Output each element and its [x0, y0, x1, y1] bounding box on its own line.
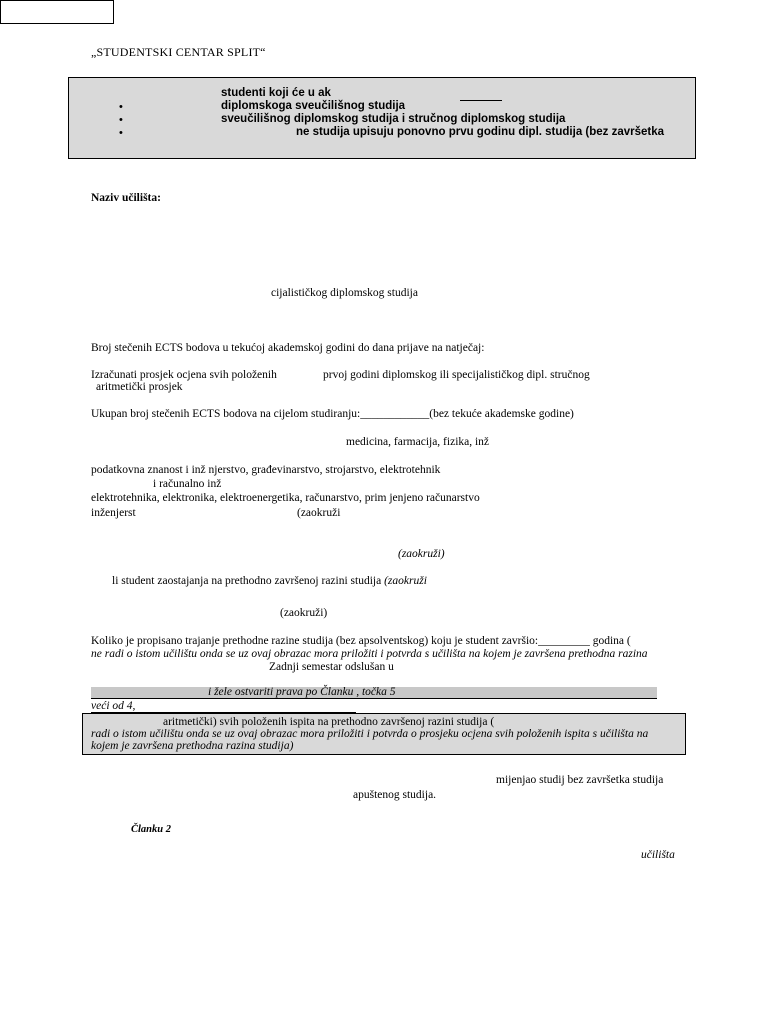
prior-duration-note: ne radi o istom učilištu onda se uz ovaj obrazac mora priložiti i potvrda s učilišta na kojem je završena prethodna razina [91, 648, 648, 660]
average-grade-box [82, 713, 686, 755]
avg-grade-label-b: prvoj godini diplomskog ili specijalističkog dipl. stručnog [323, 369, 590, 381]
specialist-study-label: cijalističkog diplomskog studija [271, 287, 418, 299]
bullet-icon: • [119, 114, 123, 126]
changed-study-label: mijenjao studij bez završetka studija [496, 774, 664, 786]
avg-box-line-2: radi o istom učilištu onda se uz ovaj obrazac mora priložiti i potvrda o prosjeku ocjena svih položenih ispita s učilišta na [91, 728, 649, 740]
article-2-label: Članku 2 [131, 824, 171, 835]
ects-total-label: Ukupan broj stečenih ECTS bodova na cijelom studiranju:____________(bez tekuće akademske godine) [91, 408, 574, 420]
bullet-icon: • [119, 101, 123, 113]
notice-line-intro: studenti koji će u ak [221, 87, 331, 99]
avg-box-line-3: kojem je završena prethodna razina studija) [91, 740, 294, 752]
circle-instruction-1: (zaokruži) [398, 548, 445, 560]
bullet-icon: • [119, 127, 123, 139]
fields-line-4: elektrotehnika, elektronika, elektroenergetika, računarstvo, prim jenjeno računarstvo [91, 492, 480, 504]
notice-bullet-2: sveučilišnog diplomskog studija i stručnog diplomskog studija [221, 113, 566, 125]
fields-line-3: i računalno inž [153, 478, 222, 490]
document-header-title: „STUDENTSKI CENTAR SPLIT“ [91, 45, 266, 59]
rights-article-label: i žele ostvariti prava po Članku , točka 5 [208, 686, 396, 698]
abandoned-study-label: apuštenog studija. [353, 789, 437, 801]
student-delay-text: li student zaostajanja na prethodno završenoj razini studija [112, 575, 385, 587]
last-semester-label: Zadnji semestar odslušan u [269, 661, 394, 673]
fields-line-1: medicina, farmacija, fizika, inž [346, 436, 490, 448]
greater-than-label: veći od 4, [91, 700, 356, 713]
fields-line-2: podatkovna znanost i inž njerstvo, građevinarstvo, strojarstvo, elektrotehnik [91, 464, 441, 476]
circle-instruction-2: (zaokruži) [280, 607, 328, 619]
institution-label: Naziv učilišta: [91, 192, 161, 204]
fields-line-5a: inženjerst [91, 507, 136, 519]
avg-grade-label-a: Izračunati prosjek ocjena svih položenih [91, 369, 277, 381]
ects-current-year-label: Broj stečenih ECTS bodova u tekućoj akademskoj godini do dana prijave na natječaj: [91, 342, 485, 354]
notice-bullet-1: diplomskoga sveučilišnog studija [221, 100, 406, 112]
circle-instruction-delay: (zaokruži [384, 575, 427, 587]
institution-footer-label: učilišta [641, 849, 675, 861]
academic-year-blank [460, 88, 502, 101]
avg-grade-label-c: aritmetički prosjek [96, 381, 183, 393]
notice-bullet-3: ne studija upisuju ponovno prvu godinu dipl. studija (bez završetka [296, 126, 665, 138]
eligibility-notice-box [68, 77, 696, 159]
prior-duration-label: Koliko je propisano trajanje prethodne razine studija (bez apsolventskog) koju je student završio:_________ godina ( [91, 635, 631, 647]
circle-instruction-fields: (zaokruži [297, 507, 341, 519]
registration-number-box[interactable] [0, 0, 114, 24]
avg-box-line-1: aritmetički) svih položenih ispita na prethodno završenoj razini studija ( [163, 716, 495, 728]
student-delay-label [112, 575, 427, 587]
